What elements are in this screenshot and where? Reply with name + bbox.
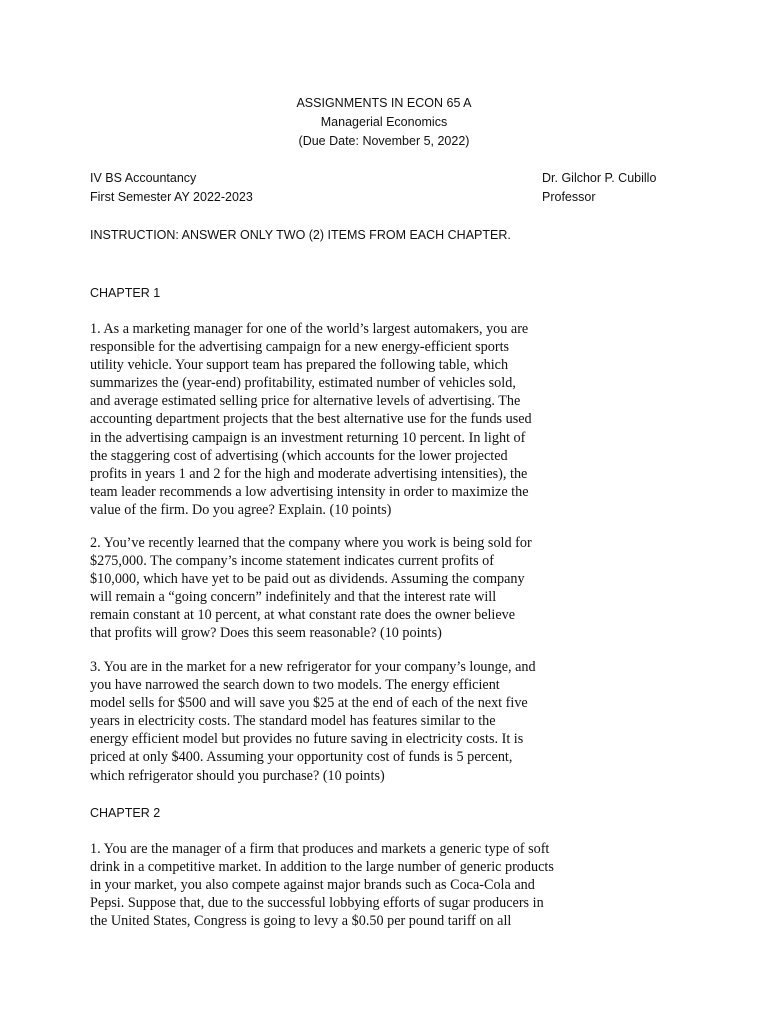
item-line: priced at only $400. Assuming your opportunity cost of funds is 5 percent,	[90, 749, 513, 766]
item-line: 1. As a marketing manager for one of the world’s largest automakers, you are	[90, 321, 529, 337]
course-name: Managerial Economics	[320, 115, 448, 129]
chapter-1-item-2	[90, 534, 610, 643]
item-line: value of the firm. Do you agree? Explain. (10 points)	[90, 501, 392, 518]
item-line: remain constant at 10 percent, at what constant rate does the owner believe	[90, 607, 516, 624]
professor-name: Dr. Gilchor P. Cubillo	[542, 171, 657, 185]
program-label: IV BS Accountancy	[90, 171, 197, 185]
item-line: summarizes the (year-end) profitability, estimated number of vehicles sold,	[90, 375, 516, 392]
class-info	[90, 169, 253, 207]
chapter-1-heading: CHAPTER 1	[90, 286, 161, 300]
item-line: 2. You’ve recently learned that the company where you work is being sold for	[90, 535, 532, 551]
item-line: energy efficient model but provides no future saving in electricity costs. It is	[90, 731, 524, 748]
item-line: drink in a competitive market. In addition to the large number of generic products	[90, 859, 554, 876]
item-line: $10,000, which have yet to be paid out as dividends. Assuming the company	[90, 571, 525, 588]
item-line: profits in years 1 and 2 for the high and moderate advertising intensities), the	[90, 465, 528, 482]
item-line: that profits will grow? Does this seem reasonable? (10 points)	[90, 625, 442, 642]
semester-label: First Semester AY 2022-2023	[90, 190, 253, 204]
document-header	[0, 94, 768, 151]
item-line: model sells for $500 and will save you $25 at the end of each of the next five	[90, 695, 528, 712]
instruction-text: INSTRUCTION: ANSWER ONLY TWO (2) ITEMS FROM EACH CHAPTER.	[90, 228, 511, 242]
item-line: accounting department projects that the best alternative use for the funds used	[90, 411, 532, 428]
item-line: years in electricity costs. The standard model has features similar to the	[90, 713, 496, 730]
item-line: utility vehicle. Your support team has prepared the following table, which	[90, 357, 509, 374]
professor-info	[542, 169, 656, 207]
item-line: $275,000. The company’s income statement indicates current profits of	[90, 553, 494, 570]
item-line: Pepsi. Suppose that, due to the successful lobbying efforts of sugar producers in	[90, 895, 544, 912]
assignment-title: ASSIGNMENTS IN ECON 65 A	[296, 96, 472, 110]
item-line: the staggering cost of advertising (which accounts for the lower projected	[90, 447, 508, 464]
item-line: in your market, you also compete against major brands such as Coca-Cola and	[90, 877, 535, 894]
chapter-2-heading: CHAPTER 2	[90, 806, 161, 820]
chapter-1-item-3	[90, 658, 610, 785]
item-line: you have narrowed the search down to two models. The energy efficient	[90, 677, 500, 694]
item-line: in the advertising campaign is an investment returning 10 percent. In light of	[90, 429, 526, 446]
chapter-1-item-1	[90, 320, 610, 519]
item-line: and average estimated selling price for alternative levels of advertising. The	[90, 393, 521, 410]
item-line: 3. You are in the market for a new refrigerator for your company’s lounge, and	[90, 659, 536, 675]
professor-title: Professor	[542, 190, 596, 204]
item-line: team leader recommends a low advertising intensity in order to maximize the	[90, 483, 529, 500]
item-line: 1. You are the manager of a firm that produces and markets a generic type of soft	[90, 841, 550, 857]
item-line: will remain a “going concern” indefinitely and that the interest rate will	[90, 589, 497, 606]
due-date: (Due Date: November 5, 2022)	[298, 134, 470, 148]
item-line: the United States, Congress is going to levy a $0.50 per pound tariff on all	[90, 913, 512, 930]
item-line: which refrigerator should you purchase? (10 points)	[90, 767, 385, 784]
chapter-2-item-1	[90, 840, 610, 930]
item-line: responsible for the advertising campaign for a new energy-efficient sports	[90, 339, 510, 356]
